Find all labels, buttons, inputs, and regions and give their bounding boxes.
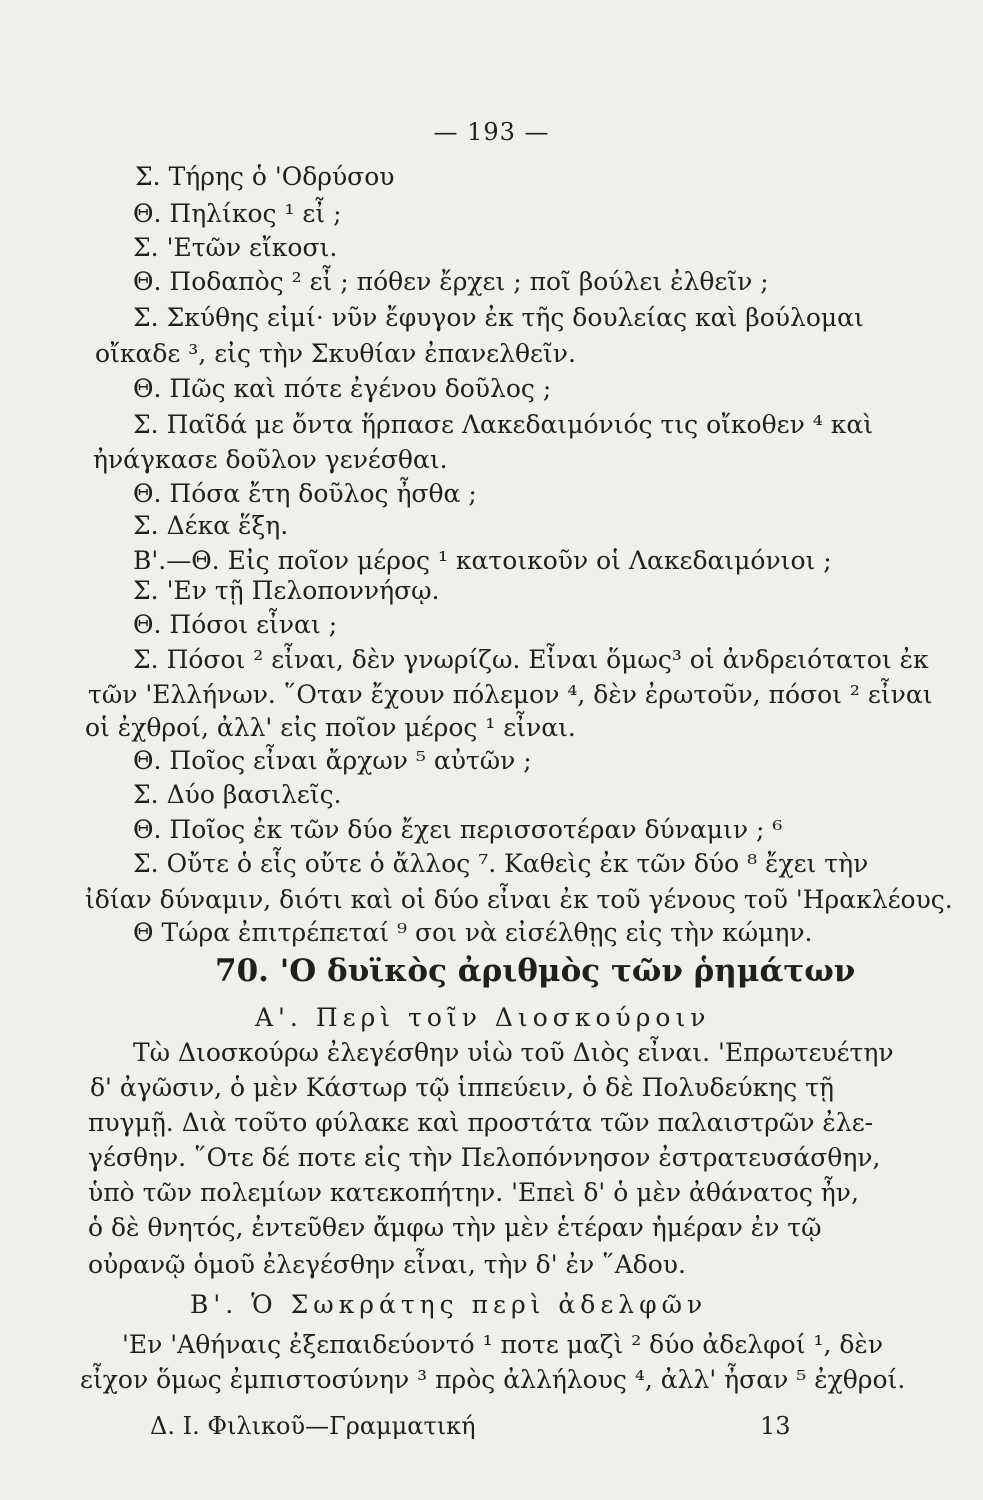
section-title: 70. 'Ο δυϊκὸς ἀριθμὸς τῶν ῥημάτων	[215, 953, 856, 989]
paragraph-line: εἶχον ὅμως ἐμπιστοσύνην ³ πρὸς ἀλλήλους ⁴, ἀλλ' ἦσαν ⁵ ἐχθροί.	[80, 1365, 906, 1394]
dialogue-line: Θ. Ποῖος εἶναι ἄρχων ⁵ αὐτῶν ;	[133, 746, 532, 775]
dialogue-line: Σ. 'Εν τῇ Πελοποννήσῳ.	[133, 576, 440, 605]
dialogue-line: Θ. Πηλίκος ¹ εἶ ;	[133, 199, 342, 228]
subsection-b-title: Β'. Ὁ Σωκράτης περὶ ἀδελφῶν	[190, 1290, 708, 1319]
dialogue-line: Σ. Δύο βασιλεῖς.	[133, 780, 342, 809]
dialogue-line: Θ. Ποῖος ἐκ τῶν δύο ἔχει περισσοτέραν δύναμιν ; ⁶	[133, 815, 783, 844]
dialogue-line: ἠνάγκασε δοῦλον γενέσθαι.	[93, 445, 448, 474]
dialogue-line: Θ Τώρα ἐπιτρέπεταί ⁹ σοι νὰ εἰσέλθῃς εἰς τὴν κώμην.	[133, 918, 813, 947]
dialogue-line: Σ. Πόσοι ² εἶναι, δὲν γνωρίζω. Εἶναι ὅμως³ οἱ ἀνδρειότατοι ἐκ	[133, 645, 929, 674]
paragraph-line: Τὼ Διοσκούρω ἐλεγέσθην υἱὼ τοῦ Διὸς εἶναι. 'Επρωτευέτην	[133, 1038, 894, 1067]
dialogue-line: Σ. 'Ετῶν εἴκοσι.	[133, 233, 338, 262]
footer-signature: 13	[760, 1412, 791, 1440]
dialogue-line: τῶν 'Ελλήνων. ῞Οταν ἔχουν πόλεμον ⁴, δὲν ἐρωτοῦν, πόσοι ² εἶναι	[88, 680, 933, 709]
dialogue-line: Σ. Δέκα ἕξη.	[133, 511, 289, 540]
dialogue-line: Σ. Παῖδά με ὄντα ἥρπασε Λακεδαιμόνιός τις οἴκοθεν ⁴ καὶ	[133, 410, 874, 439]
paragraph-line: οὐρανῷ ὁμοῦ ἐλεγέσθην εἶναι, τὴν δ' ἐν ῞Αδου.	[88, 1250, 686, 1279]
paragraph-line: πυγμῇ. Διὰ τοῦτο φύλακε καὶ προστάτα τῶν παλαιστρῶν ἐλε-	[88, 1108, 874, 1137]
paragraph-line: ὑπὸ τῶν πολεμίων κατεκοπήτην. 'Επεὶ δ' ὁ μὲν ἀθάνατος ἦν,	[88, 1178, 859, 1207]
paragraph-line: γέσθην. ῞Οτε δέ ποτε εἰς τὴν Πελοπόννησον ἐστρατευσάσθην,	[88, 1143, 881, 1172]
paragraph-line: ὁ δὲ θνητός, ἐντεῦθεν ἄμφω τὴν μὲν ἑτέραν ἡμέραν ἐν τῷ	[88, 1213, 822, 1242]
page-number: — 193 —	[433, 118, 550, 146]
dialogue-line: Σ. Τήρης ὁ 'Οδρύσου	[135, 162, 395, 191]
dialogue-line: Θ. Πόσοι εἶναι ;	[133, 610, 338, 639]
dialogue-line: οἴκαδε ³, εἰς τὴν Σκυθίαν ἐπανελθεῖν.	[95, 339, 576, 368]
dialogue-line: Θ. Ποδαπὸς ² εἶ ; πόθεν ἔρχει ; ποῖ βούλει ἐλθεῖν ;	[133, 267, 769, 296]
dialogue-line: ἰδίαν δύναμιν, διότι καὶ οἱ δύο εἶναι ἐκ τοῦ γένους τοῦ 'Ηρακλέους.	[85, 885, 953, 914]
dialogue-line: Σ. Σκύθης εἰμί· νῦν ἔφυγον ἐκ τῆς δουλείας καὶ βούλομαι	[133, 303, 864, 332]
subsection-a-title: Α'. Περὶ τοῖν Διοσκούροιν	[255, 1003, 711, 1032]
footer-book-title: Δ. Ι. Φιλικοῦ—Γραμματική	[150, 1412, 476, 1440]
dialogue-line: Θ. Πόσα ἔτη δοῦλος ἦσθα ;	[133, 479, 477, 508]
dialogue-line: Β'.—Θ. Εἰς ποῖον μέρος ¹ κατοικοῦν οἱ Λακεδαιμόνιοι ;	[133, 546, 832, 575]
dialogue-line: Θ. Πῶς καὶ πότε ἐγένου δοῦλος ;	[133, 374, 552, 403]
dialogue-line: οἱ ἐχθροί, ἀλλ' εἰς ποῖον μέρος ¹ εἶναι.	[85, 713, 576, 742]
paragraph-line: δ' ἀγῶσιν, ὁ μὲν Κάστωρ τῷ ἱππεύειν, ὁ δὲ Πολυδεύκης τῇ	[90, 1073, 835, 1102]
paragraph-line: 'Εν 'Αθήναις ἐξεπαιδεύοντό ¹ ποτε μαζὶ ² δύο ἀδελφοί ¹, δὲν	[122, 1330, 884, 1359]
dialogue-line: Σ. Οὔτε ὁ εἷς οὔτε ὁ ἄλλος ⁷. Καθεὶς ἐκ τῶν δύο ⁸ ἔχει τὴν	[133, 849, 869, 878]
